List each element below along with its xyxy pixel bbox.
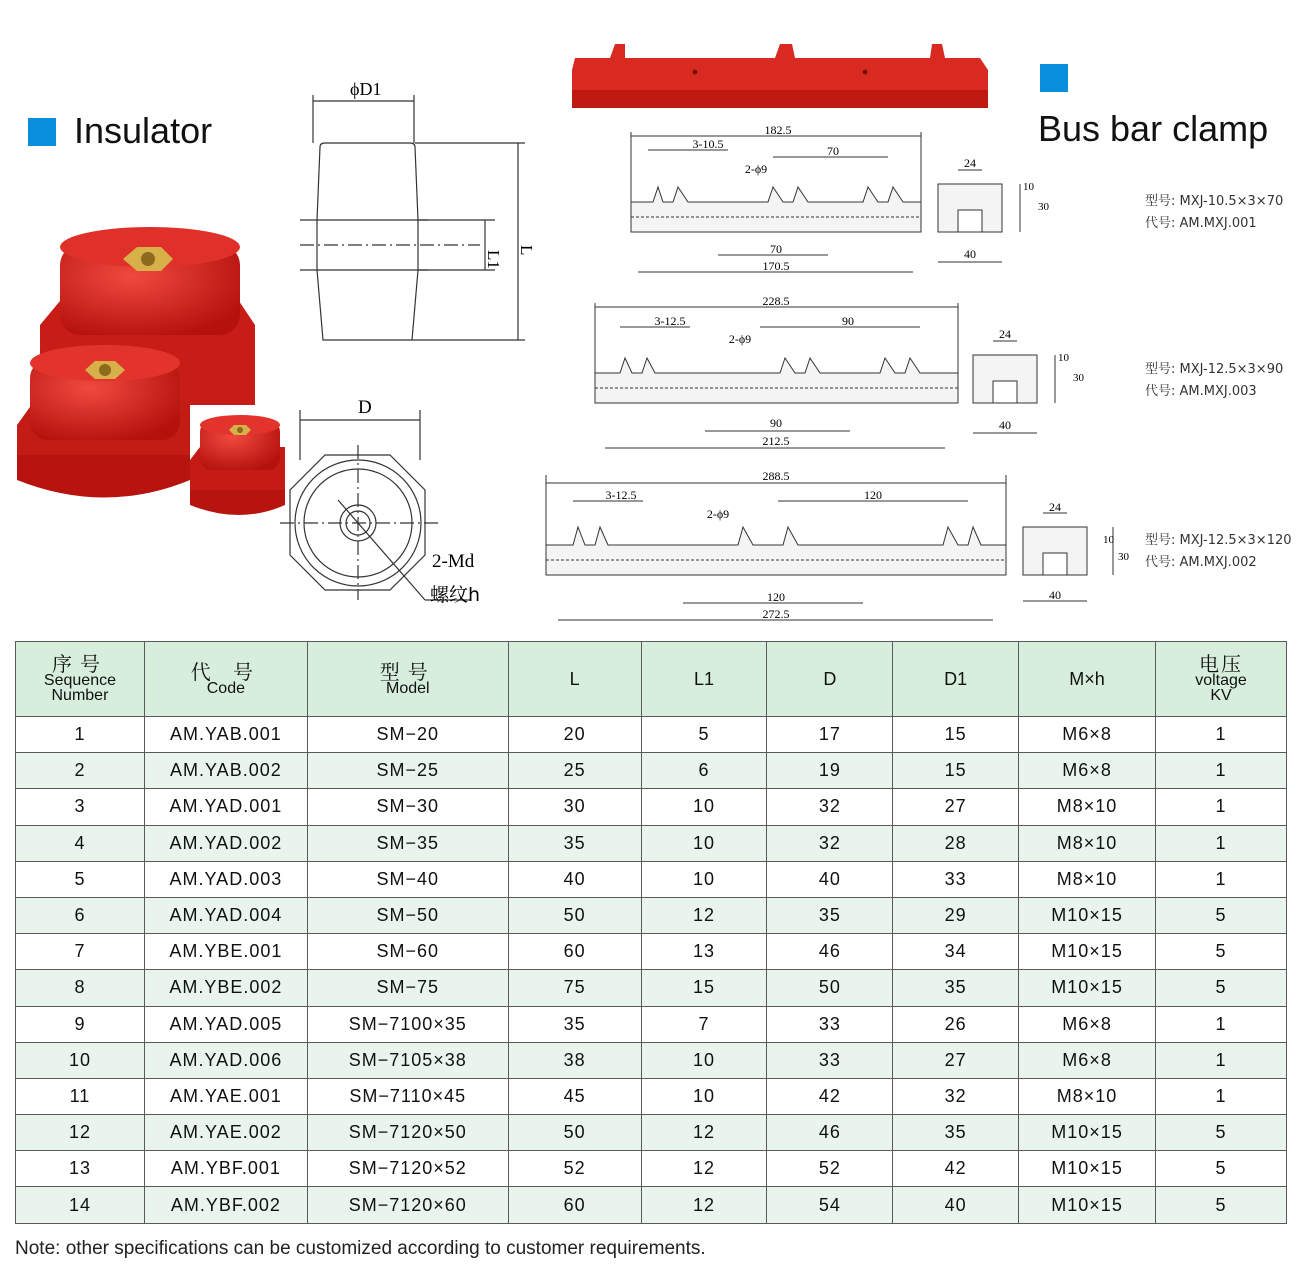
table-cell: 5 [1156, 970, 1287, 1006]
header-model: 型号 Model [307, 642, 508, 717]
table-cell: 35 [508, 1006, 641, 1042]
table-cell: 15 [893, 753, 1019, 789]
table-cell: 25 [508, 753, 641, 789]
svg-text:10: 10 [1058, 352, 1069, 364]
svg-text:170.5: 170.5 [762, 259, 790, 273]
table-cell: 11 [16, 1078, 145, 1114]
svg-text:40: 40 [964, 247, 976, 261]
table-row [16, 825, 1287, 861]
clamp-2-model: 型号: MXJ-12.5×3×90 [1145, 362, 1284, 377]
table-cell: 60 [508, 1187, 641, 1223]
table-cell: 17 [767, 717, 893, 753]
svg-text:10: 10 [1023, 181, 1034, 193]
table-cell: AM.YAD.004 [144, 897, 307, 933]
clamp-drawing-3 [543, 465, 1143, 630]
table-cell: 1 [1156, 825, 1287, 861]
table-cell: 1 [16, 717, 145, 753]
table-cell: 19 [767, 753, 893, 789]
table-cell: 40 [893, 1187, 1019, 1223]
clamp-drawing-2 [590, 293, 1100, 458]
table-cell: 1 [1156, 717, 1287, 753]
table-row [16, 789, 1287, 825]
table-cell: SM−20 [307, 717, 508, 753]
table-row [16, 717, 1287, 753]
table-cell: 5 [1156, 897, 1287, 933]
table-cell: M8×10 [1019, 789, 1156, 825]
svg-text:3-12.5: 3-12.5 [605, 488, 637, 502]
table-cell: SM−7120×52 [307, 1151, 508, 1187]
table-cell: 12 [641, 1115, 767, 1151]
table-cell: SM−7110×45 [307, 1078, 508, 1114]
table-cell: 32 [893, 1078, 1019, 1114]
table-cell: SM−25 [307, 753, 508, 789]
table-cell: 50 [767, 970, 893, 1006]
busbar-marker-icon [1040, 64, 1068, 92]
svg-text:30: 30 [1073, 372, 1084, 384]
table-cell: 1 [1156, 1042, 1287, 1078]
table-cell: AM.YAD.002 [144, 825, 307, 861]
table-cell: 8 [16, 970, 145, 1006]
table-cell: 6 [641, 753, 767, 789]
insulator-photo [15, 225, 290, 525]
header-d1: D1 [893, 642, 1019, 717]
table-cell: SM−40 [307, 861, 508, 897]
table-cell: 9 [16, 1006, 145, 1042]
table-cell: 10 [16, 1042, 145, 1078]
table-cell: 34 [893, 934, 1019, 970]
table-cell: 6 [16, 897, 145, 933]
table-cell: 42 [767, 1078, 893, 1114]
svg-text:272.5: 272.5 [762, 607, 790, 621]
table-cell: 46 [767, 1115, 893, 1151]
table-cell: 2 [16, 753, 145, 789]
table-cell: AM.YBF.001 [144, 1151, 307, 1187]
l1-label: L1 [484, 250, 503, 269]
table-cell: 75 [508, 970, 641, 1006]
svg-text:24: 24 [964, 156, 976, 170]
l-label: L [517, 245, 536, 256]
table-row [16, 1187, 1287, 1223]
table-cell: SM−7105×38 [307, 1042, 508, 1078]
thread-label: 螺纹h [430, 584, 481, 606]
header-l: L [508, 642, 641, 717]
svg-text:3-12.5: 3-12.5 [654, 314, 686, 328]
header-code: 代 号 Code [144, 642, 307, 717]
table-cell: AM.YAE.002 [144, 1115, 307, 1151]
table-cell: M10×15 [1019, 1187, 1156, 1223]
header-l1: L1 [641, 642, 767, 717]
table-cell: 26 [893, 1006, 1019, 1042]
table-cell: 29 [893, 897, 1019, 933]
svg-text:40: 40 [1049, 588, 1061, 602]
table-cell: SM−7100×35 [307, 1006, 508, 1042]
table-cell: 10 [641, 825, 767, 861]
insulator-drawing [280, 75, 540, 620]
table-row [16, 1006, 1287, 1042]
clamp-3-code: 代号: AM.MXJ.002 [1145, 555, 1257, 570]
table-cell: M6×8 [1019, 753, 1156, 789]
table-cell: 46 [767, 934, 893, 970]
table-cell: 28 [893, 825, 1019, 861]
table-row [16, 1115, 1287, 1151]
header-voltage: 电压 voltage KV [1156, 642, 1287, 717]
table-cell: 50 [508, 897, 641, 933]
table-row [16, 1042, 1287, 1078]
table-cell: 1 [1156, 753, 1287, 789]
table-cell: M10×15 [1019, 897, 1156, 933]
table-row [16, 1078, 1287, 1114]
table-cell: 7 [16, 934, 145, 970]
clamp-1-code: 代号: AM.MXJ.001 [1145, 216, 1257, 231]
table-row [16, 970, 1287, 1006]
svg-text:228.5: 228.5 [762, 294, 790, 308]
table-cell: 1 [1156, 789, 1287, 825]
svg-text:30: 30 [1118, 551, 1129, 563]
table-cell: 12 [641, 897, 767, 933]
table-cell: SM−7120×60 [307, 1187, 508, 1223]
table-cell: M6×8 [1019, 717, 1156, 753]
table-cell: AM.YAD.003 [144, 861, 307, 897]
svg-text:2-ϕ9: 2-ϕ9 [744, 162, 768, 176]
clamp-3-model: 型号: MXJ-12.5×3×120 [1145, 533, 1292, 548]
svg-text:24: 24 [1049, 500, 1061, 514]
table-cell: 5 [1156, 1151, 1287, 1187]
table-cell: 20 [508, 717, 641, 753]
table-cell: 5 [1156, 1187, 1287, 1223]
svg-text:288.5: 288.5 [762, 469, 790, 483]
table-cell: 7 [641, 1006, 767, 1042]
table-cell: 3 [16, 789, 145, 825]
table-cell: M8×10 [1019, 1078, 1156, 1114]
table-cell: 27 [893, 1042, 1019, 1078]
table-cell: 12 [16, 1115, 145, 1151]
svg-text:30: 30 [1038, 201, 1049, 213]
table-cell: 12 [641, 1151, 767, 1187]
table-cell: 10 [641, 1042, 767, 1078]
table-cell: 14 [16, 1187, 145, 1223]
table-cell: 13 [16, 1151, 145, 1187]
table-cell: 52 [767, 1151, 893, 1187]
table-cell: M10×15 [1019, 934, 1156, 970]
table-cell: 52 [508, 1151, 641, 1187]
table-cell: 27 [893, 789, 1019, 825]
table-cell: SM−30 [307, 789, 508, 825]
table-cell: 45 [508, 1078, 641, 1114]
table-row [16, 934, 1287, 970]
svg-text:40: 40 [999, 418, 1011, 432]
table-cell: AM.YAD.005 [144, 1006, 307, 1042]
d-label: D [358, 397, 372, 418]
table-cell: 33 [893, 861, 1019, 897]
svg-text:3-10.5: 3-10.5 [692, 137, 724, 151]
table-cell: M10×15 [1019, 970, 1156, 1006]
table-cell: 1 [1156, 1006, 1287, 1042]
table-cell: 10 [641, 789, 767, 825]
table-cell: AM.YAB.002 [144, 753, 307, 789]
table-cell: 13 [641, 934, 767, 970]
clamp-drawing-1 [628, 122, 1060, 287]
table-row [16, 1151, 1287, 1187]
table-cell: SM−60 [307, 934, 508, 970]
table-header-row [16, 642, 1287, 717]
table-cell: 15 [641, 970, 767, 1006]
table-cell: SM−75 [307, 970, 508, 1006]
table-cell: M10×15 [1019, 1115, 1156, 1151]
table-cell: 1 [1156, 1078, 1287, 1114]
table-cell: AM.YBE.001 [144, 934, 307, 970]
table-cell: 35 [893, 1115, 1019, 1151]
table-cell: 10 [641, 861, 767, 897]
clamp-2-code: 代号: AM.MXJ.003 [1145, 384, 1257, 399]
table-cell: 15 [893, 717, 1019, 753]
svg-text:90: 90 [770, 416, 782, 430]
table-cell: 5 [16, 861, 145, 897]
clamp-1-model: 型号: MXJ-10.5×3×70 [1145, 194, 1284, 209]
table-cell: 60 [508, 934, 641, 970]
table-cell: M8×10 [1019, 825, 1156, 861]
svg-text:70: 70 [827, 144, 839, 158]
table-row [16, 897, 1287, 933]
insulator-marker-icon [28, 118, 56, 146]
table-cell: 32 [767, 789, 893, 825]
table-cell: 32 [767, 825, 893, 861]
table-cell: 12 [641, 1187, 767, 1223]
table-cell: AM.YBF.002 [144, 1187, 307, 1223]
spec-table [15, 641, 1287, 1224]
table-cell: 33 [767, 1042, 893, 1078]
table-cell: 54 [767, 1187, 893, 1223]
header-sequence: 序号 Sequence Number [16, 642, 145, 717]
svg-text:120: 120 [767, 590, 785, 604]
table-cell: SM−7120×50 [307, 1115, 508, 1151]
table-row [16, 753, 1287, 789]
svg-text:70: 70 [770, 242, 782, 256]
table-cell: 38 [508, 1042, 641, 1078]
svg-text:24: 24 [999, 327, 1011, 341]
table-cell: 42 [893, 1151, 1019, 1187]
svg-text:2-ϕ9: 2-ϕ9 [728, 332, 752, 346]
table-cell: 5 [1156, 934, 1287, 970]
table-cell: 50 [508, 1115, 641, 1151]
table-cell: 35 [893, 970, 1019, 1006]
table-cell: 35 [508, 825, 641, 861]
header-mxh: M×h [1019, 642, 1156, 717]
table-cell: SM−35 [307, 825, 508, 861]
svg-text:182.5: 182.5 [764, 123, 792, 137]
table-cell: 4 [16, 825, 145, 861]
table-cell: 35 [767, 897, 893, 933]
insulator-title: Insulator [74, 110, 213, 151]
table-cell: 40 [767, 861, 893, 897]
table-cell: AM.YAE.001 [144, 1078, 307, 1114]
md-label: 2-Md [432, 551, 475, 572]
svg-text:120: 120 [864, 488, 882, 502]
table-cell: 5 [641, 717, 767, 753]
table-cell: AM.YAD.001 [144, 789, 307, 825]
table-cell: M6×8 [1019, 1042, 1156, 1078]
table-cell: M8×10 [1019, 861, 1156, 897]
table-cell: 40 [508, 861, 641, 897]
table-cell: 30 [508, 789, 641, 825]
footer-note: Note: other specifications can be customized according to customer requirements. [15, 1238, 706, 1259]
table-row [16, 861, 1287, 897]
d1-label: ϕD1 [350, 79, 382, 99]
table-cell: AM.YBE.002 [144, 970, 307, 1006]
svg-text:90: 90 [842, 314, 854, 328]
header-d: D [767, 642, 893, 717]
table-cell: 33 [767, 1006, 893, 1042]
busbar-photo [570, 40, 990, 112]
svg-text:10: 10 [1103, 534, 1114, 546]
table-cell: M10×15 [1019, 1151, 1156, 1187]
svg-text:212.5: 212.5 [762, 434, 790, 448]
table-cell: 1 [1156, 861, 1287, 897]
table-cell: 5 [1156, 1115, 1287, 1151]
table-cell: SM−50 [307, 897, 508, 933]
table-cell: M6×8 [1019, 1006, 1156, 1042]
table-cell: AM.YAD.006 [144, 1042, 307, 1078]
svg-text:2-ϕ9: 2-ϕ9 [706, 507, 730, 521]
table-cell: AM.YAB.001 [144, 717, 307, 753]
busbar-title: Bus bar clamp [1038, 108, 1269, 149]
table-cell: 10 [641, 1078, 767, 1114]
